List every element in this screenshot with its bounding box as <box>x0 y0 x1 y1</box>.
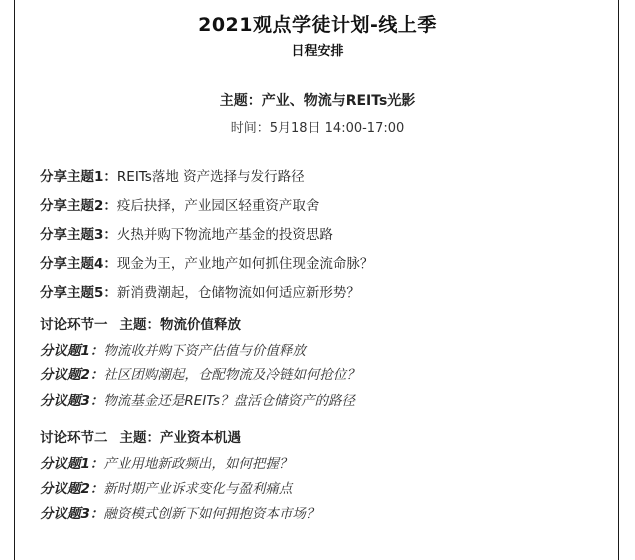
topic-text: 社区团购潮起，仓配物流及冷链如何抢位？ <box>103 367 360 383</box>
document-frame <box>14 0 619 560</box>
discussion-session-2-header <box>40 426 241 446</box>
share-topic-label: 分享主题3： <box>40 227 117 243</box>
session-2-topic-1 <box>40 452 292 472</box>
session-1-topic-3 <box>40 389 355 409</box>
event-theme: 主题：产业、物流与REITs光影 <box>219 93 416 109</box>
share-topic-text: 新消费潮起，仓储物流如何适应新形势？ <box>116 285 360 301</box>
topic-label: 分议题1： <box>40 456 104 472</box>
discussion-session-1-header <box>40 313 241 333</box>
share-topic-text: 火热并购下物流地产基金的投资思路 <box>116 227 333 243</box>
session-1-topic-2 <box>40 363 360 383</box>
session-1-topic-1 <box>40 339 306 359</box>
share-topic-label: 分享主题5： <box>40 285 117 301</box>
session-theme: 主题：产业资本机遇 <box>119 430 241 446</box>
session-2-topic-3 <box>40 502 319 522</box>
session-name: 讨论环节二 <box>40 430 108 446</box>
session-theme: 主题：物流价值释放 <box>119 317 241 333</box>
topic-label: 分议题2： <box>40 367 104 383</box>
topic-text: 新时期产业诉求变化与盈利痛点 <box>103 481 293 497</box>
share-topic-text: 现金为王，产业地产如何抓住现金流命脉？ <box>116 256 374 272</box>
topic-text: 融资模式创新下如何拥抱资本市场？ <box>103 506 320 522</box>
share-topic-4 <box>40 252 373 272</box>
share-topic-1 <box>40 165 305 185</box>
topic-text: 物流收并购下资产估值与价值释放 <box>103 343 306 359</box>
topic-label: 分议题1： <box>40 343 104 359</box>
topic-text: 产业用地新政频出，如何把握？ <box>103 456 293 472</box>
topic-label: 分议题3： <box>40 393 104 409</box>
share-topic-label: 分享主题4： <box>40 256 117 272</box>
session-name: 讨论环节一 <box>40 317 108 333</box>
share-topic-2 <box>40 194 319 214</box>
session-2-topic-2 <box>40 477 292 497</box>
share-topic-text: 疫后抉择，产业园区轻重资产取舍 <box>116 198 320 214</box>
share-topic-3 <box>40 223 333 243</box>
share-topic-text: REITs落地 资产选择与发行路径 <box>116 169 305 185</box>
share-topic-label: 分享主题1： <box>40 169 117 185</box>
topic-label: 分议题2： <box>40 481 104 497</box>
event-time: 时间：5月18日 14:00-17:00 <box>230 121 405 136</box>
topic-text: 物流基金还是REITs？盘活仓储资产的路径 <box>103 393 355 409</box>
topic-label: 分议题3： <box>40 506 104 522</box>
share-topic-label: 分享主题2： <box>40 198 117 214</box>
share-topic-5 <box>40 281 360 301</box>
page-subtitle: 日程安排 <box>291 44 344 59</box>
page-title: 2021观点学徒计划-线上季 <box>198 14 437 36</box>
